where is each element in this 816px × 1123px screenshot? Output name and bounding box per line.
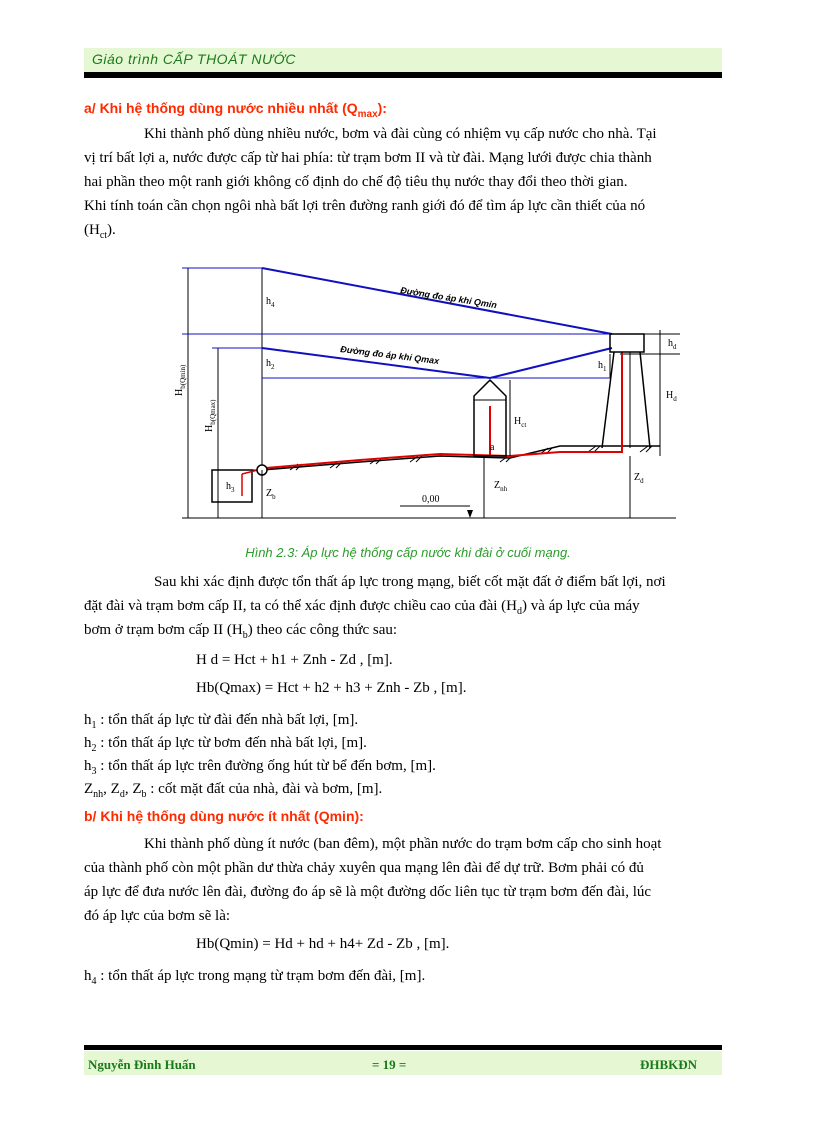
label-curve-qmax: Đường đo áp khi Qmax: [339, 344, 440, 367]
label-Hct: $H_{ct}$: [514, 416, 527, 429]
pressure-diagram: [0, 0, 816, 540]
para-b-line4: đó áp lực của bơm sẽ là:: [84, 908, 231, 924]
label-datum: 0,00: [422, 494, 440, 505]
formula-hb-qmax: Hb(Qmax) = Hct + h2 + h3 + Znh - Zb , [m].: [196, 680, 467, 696]
formula-hb-qmin: Hb(Qmin) = Hd + hd + h4+ Zd - Zb , [m].: [196, 936, 450, 952]
def-h2: $h_2$ : tổn thất áp lực từ bơm đến nhà bất lợi, [m].: [84, 735, 367, 754]
section-a-heading: a/ Khi hệ thống dùng nước nhiều nhất $(Q_{max})$:: [84, 100, 387, 120]
label-Zd: $Z_d$: [634, 472, 644, 485]
label-curve-qmin: Đường đo áp khi Qmin: [399, 285, 498, 311]
formula-hd: H d = Hct + h1 + Znh - Zd , [m].: [196, 652, 393, 668]
label-h2: $h_2$: [266, 358, 275, 371]
label-Znh: $Z_{nh}$: [494, 480, 508, 493]
para-mid-line1: Sau khi xác định được tổn thất áp lực trong mạng, biết cốt mặt đất ở điểm bất lợi, nơi: [154, 574, 666, 590]
label-hd: $h_d$: [668, 338, 677, 351]
label-Hd: $H_d$: [666, 390, 677, 403]
para-a-line5: $(H_{ct})$.: [84, 222, 116, 241]
label-Zb: $Z_b$: [266, 488, 276, 501]
water-tower-tank: [610, 334, 644, 352]
def-h3: $h_3$ : tổn thất áp lực trên đường ống hút từ bể đến bơm, [m].: [84, 758, 436, 777]
ground-line: [262, 446, 660, 470]
para-a-line4: Khi tính toán cần chọn ngôi nhà bất lợi trên đường ranh giới đó để tìm áp lực cần thiết của nó: [84, 198, 646, 214]
def-h4: $h_4$ : tổn thất áp lực trong mạng từ trạm bơm đến đài, [m].: [84, 968, 426, 987]
footer-rule: [84, 1045, 722, 1050]
label-h4: $h_4$: [266, 296, 275, 309]
label-Hb-qmax: $H_{b(Qmax)}$: [204, 399, 217, 432]
para-mid-line2: đặt đài và trạm bơm cấp II, ta có thể xác định được chiều cao của đài $(H_d)$ và áp lực của máy: [84, 598, 640, 617]
label-h1: $h_1$: [598, 360, 607, 373]
label-Hb-qmin: $H_{b(Qmin)}$: [174, 364, 187, 396]
def-h1: $h_1$ : tổn thất áp lực từ đài đến nhà bất lợi, [m].: [84, 712, 359, 731]
header-title: Giáo trình CẤP THOÁT NƯỚC: [92, 51, 297, 67]
para-a-line1: Khi thành phố dùng nhiều nước, bơm và đài cùng có nhiệm vụ cấp nước cho nhà. Tại: [144, 126, 657, 142]
para-a-line3: hai phần theo một ranh giới không cố định do chế độ tiêu thụ nước thay đổi theo thời gian.: [84, 174, 628, 190]
label-point-a: a: [490, 442, 495, 453]
def-z: $Z_{nh}$, $Z_d$, $Z_b$ : cốt mặt đất của nhà, đài và bơm, [m].: [84, 781, 383, 800]
label-h3: $h_3$: [226, 481, 235, 494]
para-a-line2: vị trí bất lợi a, nước được cấp từ hai phía: từ trạm bơm II và từ đài. Mạng lưới được chia thành: [84, 150, 652, 166]
water-pipe: [266, 352, 622, 468]
piezometric-line-qmin: [262, 268, 612, 334]
footer-author: Nguyễn Đình Huấn: [88, 1057, 196, 1072]
para-b-line1: Khi thành phố dùng ít nước (ban đêm), một phần nước do trạm bơm cấp cho sinh hoạt: [144, 836, 662, 852]
footer-page-number: = 19 =: [372, 1057, 407, 1072]
ground-hatching: [290, 446, 652, 470]
footer-org: ĐHBKĐN: [640, 1057, 698, 1072]
section-b-heading: b/ Khi hệ thống dùng nước ít nhất (Qmin):: [84, 808, 364, 824]
figure-caption: Hình 2.3: Áp lực hệ thống cấp nước khi đài ở cuối mạng.: [245, 545, 571, 560]
para-mid-line3: bơm ở trạm bơm cấp II $(H_b)$ theo các công thức sau:: [84, 622, 398, 641]
piezometric-line-qmax-right: [490, 348, 612, 378]
para-b-line3: áp lực để đưa nước lên đài, đường đo áp sẽ là một đường dốc liên tục từ trạm bơm đến đài, lúc: [84, 884, 652, 900]
para-b-line2: của thành phố còn một phần dư thừa chảy xuyên qua mạng lên đài để dự trữ. Bơm phải có đủ: [84, 860, 644, 876]
